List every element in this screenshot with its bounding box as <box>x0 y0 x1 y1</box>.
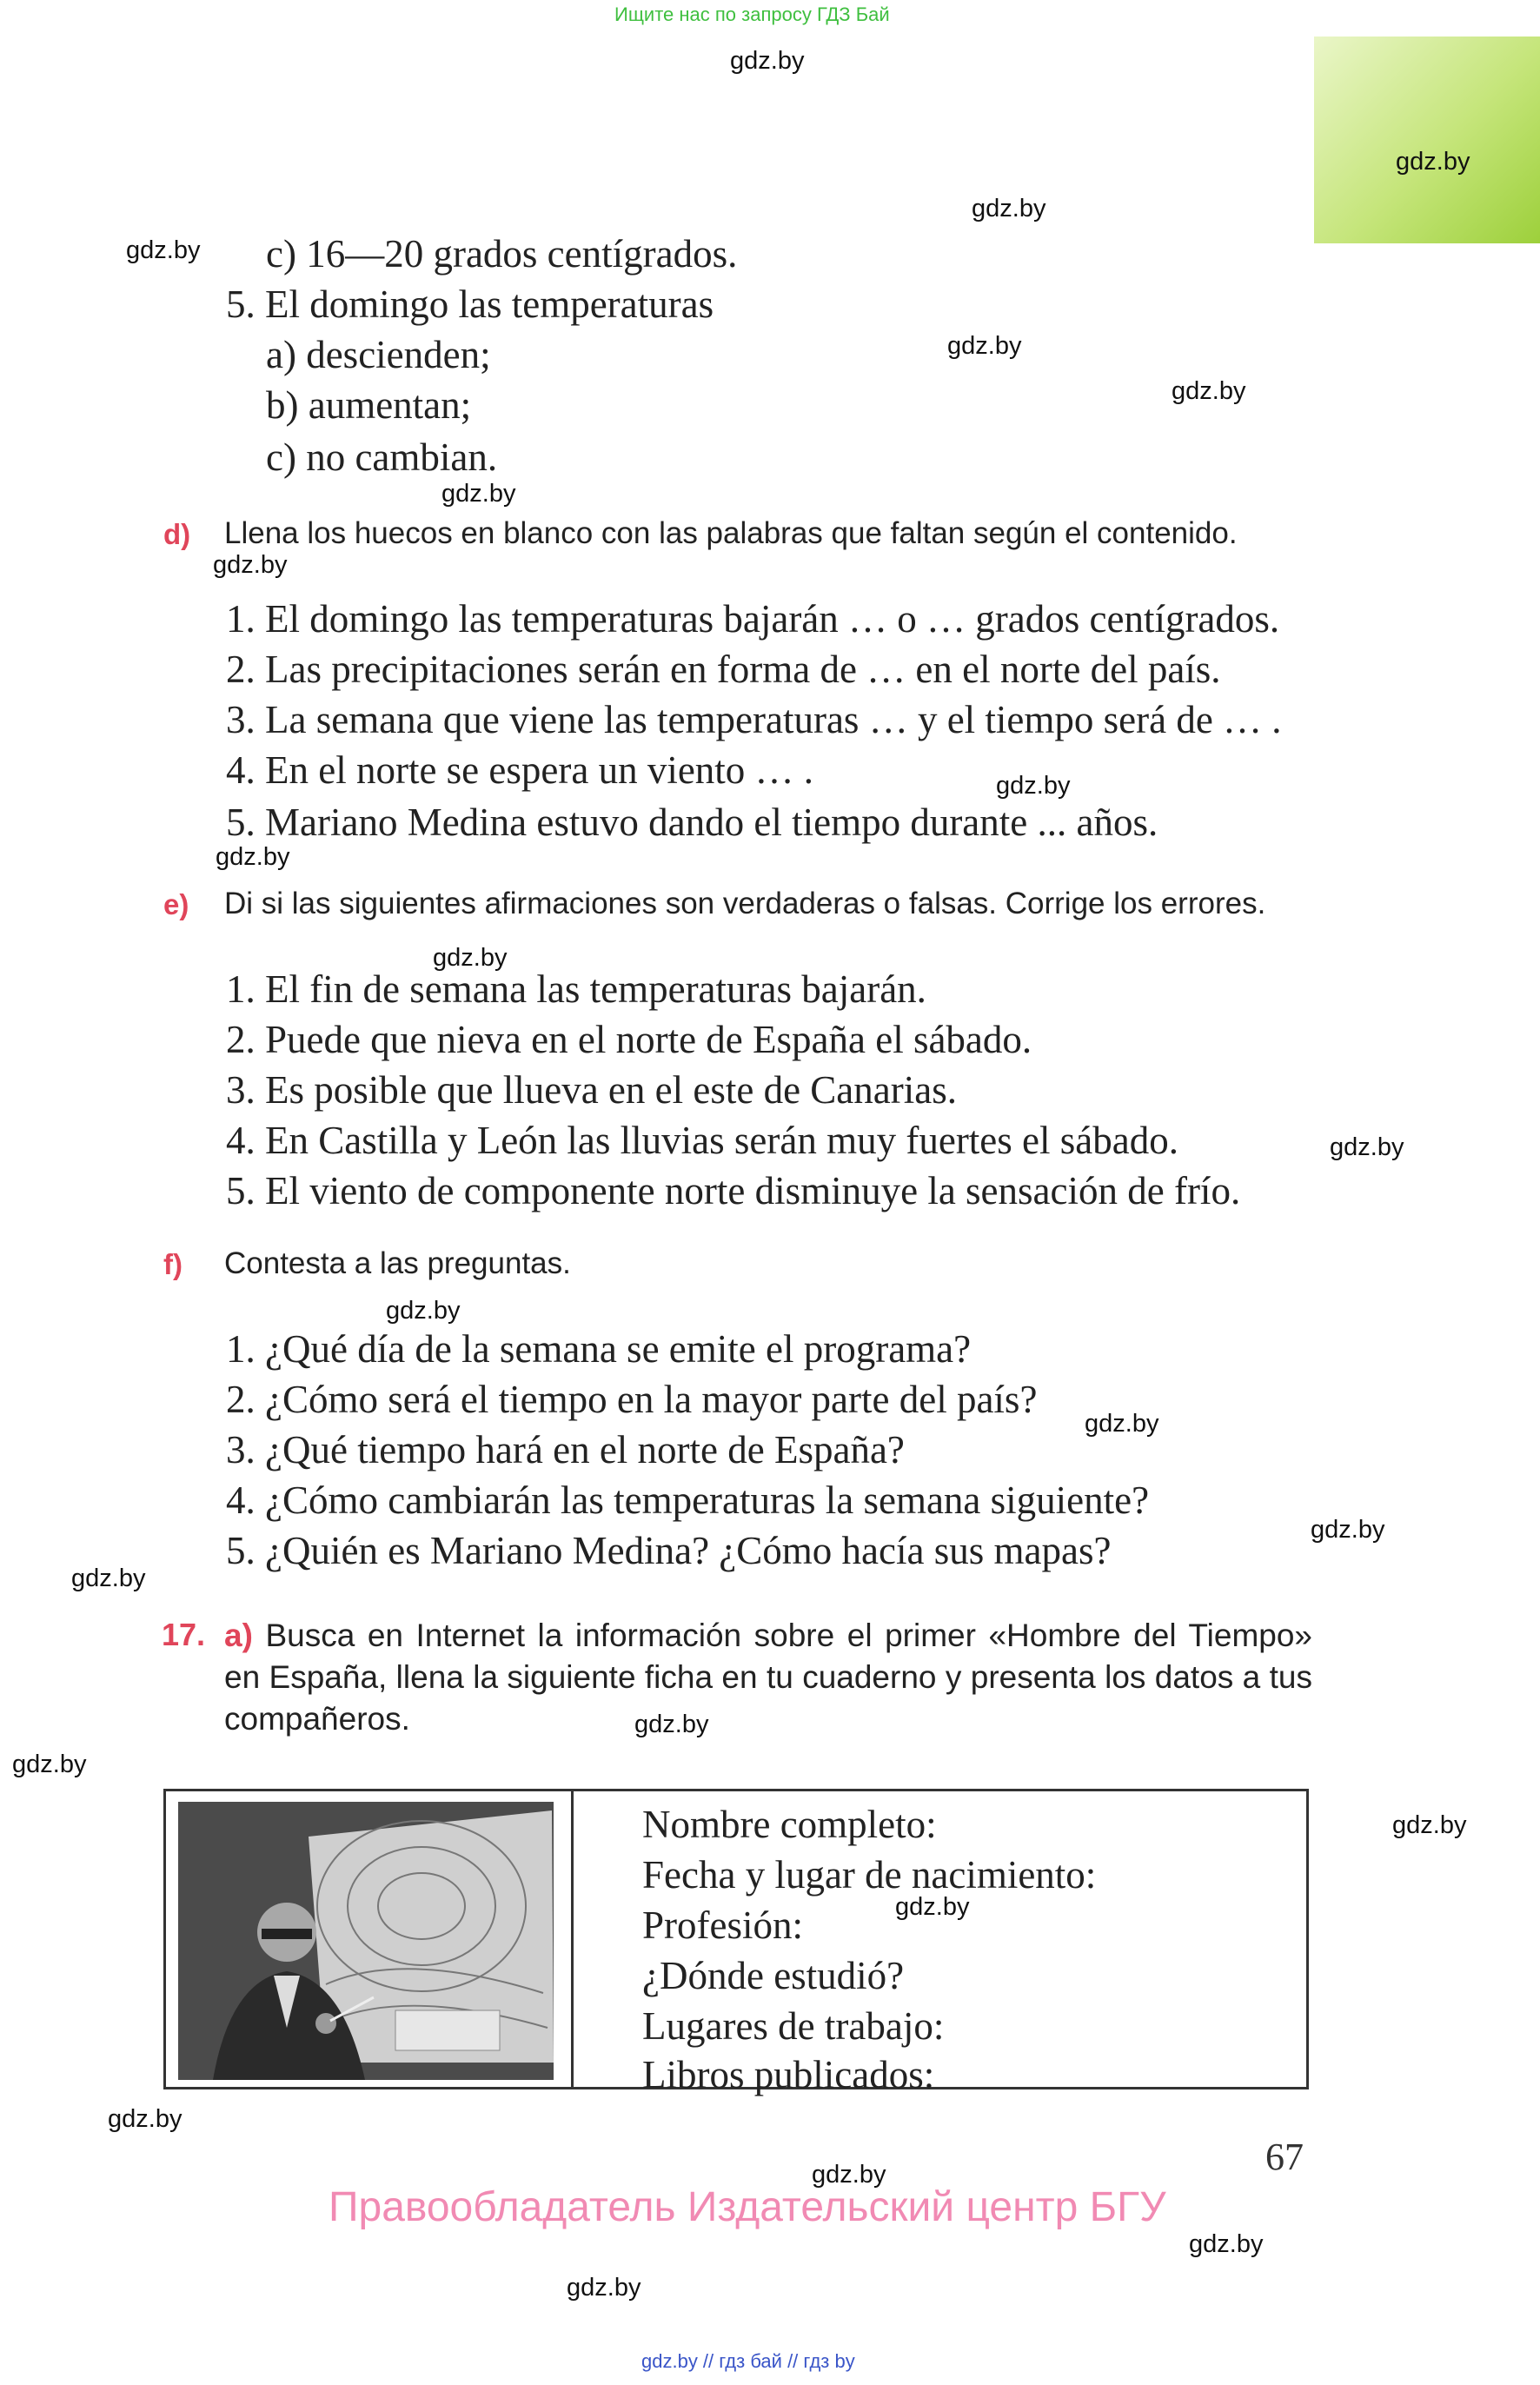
search-hint-link[interactable]: Ищите нас по запросу ГДЗ Бай <box>614 3 890 25</box>
task-f-item: 3. ¿Qué tiempo hará en el norte de España? <box>226 1428 905 1472</box>
task-f-instruction: Contesta a las preguntas. <box>224 1246 571 1280</box>
task-e-item: 1. El fin de semana las temperaturas bajarán. <box>226 967 926 1011</box>
task-e-letter: e) <box>163 888 189 920</box>
card-divider <box>571 1791 574 2087</box>
watermark: gdz.by <box>213 551 288 579</box>
option-b-line: b) aumentan; <box>266 383 472 427</box>
task-f-letter: f) <box>163 1248 183 1280</box>
question-5-line: 5. El domingo las temperaturas <box>226 282 714 326</box>
card-field-workplaces: Lugares de trabajo: <box>642 2004 945 2048</box>
watermark: gdz.by <box>1396 148 1470 176</box>
watermark: gdz.by <box>1330 1133 1404 1161</box>
watermark: gdz.by <box>812 2161 886 2189</box>
card-field-name: Nombre completo: <box>642 1803 937 1846</box>
corner-gradient-decoration <box>1314 37 1540 243</box>
header-site-label: gdz.by <box>730 47 805 75</box>
card-field-profession: Profesión: <box>642 1903 803 1947</box>
task-e-item: 2. Puede que nieva en el norte de España el sábado. <box>226 1018 1032 1061</box>
task-e-item: 3. Es posible que llueva en el este de Canarias. <box>226 1068 957 1112</box>
task-d-item: 3. La semana que viene las temperaturas … y el tiempo será de … . <box>226 698 1282 741</box>
task-f-item: 4. ¿Cómo cambiarán las temperaturas la semana siguiente? <box>226 1478 1150 1522</box>
watermark: gdz.by <box>441 480 516 508</box>
task-d-item: 5. Mariano Medina estuvo dando el tiempo durante ... años. <box>226 801 1158 844</box>
watermark: gdz.by <box>996 772 1071 800</box>
option-c-line: c) 16—20 grados centígrados. <box>266 232 738 276</box>
footer-links[interactable]: gdz.by // гдз бай // гдз by <box>641 2350 855 2372</box>
watermark: gdz.by <box>895 1893 970 1921</box>
watermark: gdz.by <box>12 1751 87 1778</box>
task-17-text: Busca en Internet la información sobre el primer «Hombre del Tiempo» en España, llena la siguiente ficha en tu cuaderno y presenta los datos a tus compañeros. <box>224 1618 1312 1737</box>
info-card <box>163 1789 1309 2096</box>
task-f-item: 5. ¿Quién es Mariano Medina? ¿Cómo hacía sus mapas? <box>226 1529 1112 1572</box>
rights-holder: Правообладатель Издательский центр БГУ <box>329 2184 1166 2230</box>
watermark: gdz.by <box>1392 1811 1467 1839</box>
watermark: gdz.by <box>386 1297 461 1325</box>
task-d-item: 1. El domingo las temperaturas bajarán … o … grados centígrados. <box>226 597 1280 641</box>
watermark: gdz.by <box>1085 1410 1159 1438</box>
watermark: gdz.by <box>216 843 290 871</box>
task-17-paragraph <box>224 1615 1312 1740</box>
watermark: gdz.by <box>433 944 508 972</box>
task-f-item: 2. ¿Cómo será el tiempo en la mayor parte del país? <box>226 1378 1038 1421</box>
task-d-item: 4. En el norte se espera un viento … . <box>226 748 814 792</box>
page-number: 67 <box>1265 2136 1304 2178</box>
watermark: gdz.by <box>567 2274 641 2302</box>
task-e-instruction: Di si las siguientes afirmaciones son verdaderas o falsas. Corrige los errores. <box>224 887 1266 920</box>
watermark: gdz.by <box>126 236 201 264</box>
option-c-line: c) no cambian. <box>266 435 498 479</box>
watermark: gdz.by <box>947 332 1022 360</box>
watermark: gdz.by <box>1189 2230 1264 2258</box>
task-17-sub-letter: a) <box>224 1618 253 1653</box>
card-field-birth: Fecha y lugar de nacimiento: <box>642 1853 1097 1897</box>
weatherman-photo-illustration <box>178 1802 554 2080</box>
task-d-item: 2. Las precipitaciones serán en forma de … en el norte del país. <box>226 648 1221 691</box>
task-17-number: 17. <box>162 1617 206 1652</box>
watermark: gdz.by <box>634 1711 709 1738</box>
option-a-line: a) descienden; <box>266 333 491 376</box>
card-field-books: Libros publicados: <box>642 2053 935 2096</box>
task-e-item: 5. El viento de componente norte disminuye la sensación de frío. <box>226 1169 1241 1212</box>
watermark: gdz.by <box>1172 377 1246 405</box>
task-d-instruction: Llena los huecos en blanco con las palabras que faltan según el contenido. <box>224 516 1238 550</box>
watermark: gdz.by <box>71 1565 146 1592</box>
watermark: gdz.by <box>1311 1516 1385 1544</box>
watermark: gdz.by <box>972 195 1046 223</box>
weatherman-photo <box>178 1802 554 2080</box>
watermark: gdz.by <box>108 2105 183 2133</box>
card-field-education: ¿Dónde estudió? <box>642 1954 905 1997</box>
task-d-letter: d) <box>163 518 191 550</box>
task-f-item: 1. ¿Qué día de la semana se emite el programa? <box>226 1327 972 1371</box>
task-e-item: 4. En Castilla y León las lluvias serán muy fuertes el sábado. <box>226 1119 1178 1162</box>
